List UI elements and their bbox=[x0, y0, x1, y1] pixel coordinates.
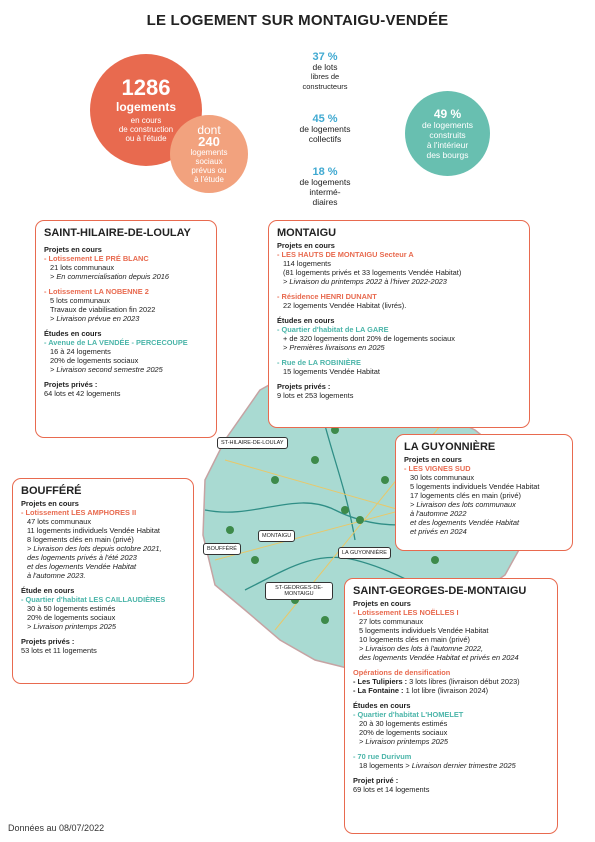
stat-line: intermé- bbox=[309, 187, 341, 197]
commune-title: MONTAIGU bbox=[277, 227, 337, 239]
map-label-guyonniere: LA GUYONNIÈRE bbox=[338, 547, 391, 559]
project-name: - LES VIGNES SUD bbox=[404, 464, 471, 473]
project-detail: 21 lots communaux bbox=[50, 263, 115, 272]
project-detail: 10 logements clés en main (privé) bbox=[359, 635, 470, 644]
stat-pct: 45 % bbox=[312, 113, 338, 125]
box-bouffere bbox=[12, 478, 194, 684]
stat-line: collectifs bbox=[308, 134, 342, 144]
project-name: - Lotissement LE PRÉ BLANC bbox=[44, 254, 149, 263]
social-number: 240 bbox=[198, 134, 220, 149]
map-label-st-hilaire: ST-HILAIRE-DE-LOULAY bbox=[217, 437, 288, 449]
study-name: - 70 rue Durivum bbox=[353, 752, 412, 761]
study-detail: 20% de logements sociaux bbox=[359, 728, 448, 737]
project-detail: 17 logements clés en main (privé) bbox=[410, 491, 521, 500]
project-detail: des logements Vendée Habitat et privés en 2024 bbox=[359, 653, 519, 662]
study-detail: 30 à 50 logements estimés bbox=[27, 604, 116, 613]
stat-free-lots bbox=[280, 52, 370, 92]
study-name: - Quartier d'habitat de LA GARE bbox=[277, 325, 389, 334]
stat-line: de logements bbox=[299, 177, 351, 187]
bourgs-desc-1: de logements bbox=[421, 119, 474, 130]
project-detail: 11 logements individuels Vendée Habitat bbox=[27, 526, 160, 535]
section-heading: Projets en cours bbox=[404, 455, 462, 464]
project-detail: 114 logements bbox=[283, 259, 331, 268]
project-detail: des logements privés à l'été 2023 bbox=[27, 553, 137, 562]
commune-title: SAINT-HILAIRE-DE-LOULAY bbox=[44, 227, 191, 239]
study-name: - Quartier d'habitat LES CAILLAUDIÈRES bbox=[21, 595, 166, 604]
stat-line: libres de bbox=[310, 72, 340, 81]
section-heading: Projets en cours bbox=[353, 599, 411, 608]
section-heading: Études en cours bbox=[277, 316, 335, 325]
bourgs-pct: 49 % bbox=[433, 106, 462, 121]
data-date-footnote: Données au 08/07/2022 bbox=[8, 823, 105, 833]
densification-name: - La Fontaine : bbox=[353, 686, 404, 695]
densification-detail: 3 lots libres (livraison début 2023) bbox=[407, 677, 520, 686]
study-detail: > Livraison printemps 2025 bbox=[27, 622, 116, 631]
project-detail: à l'automne 2023. bbox=[27, 571, 86, 580]
section-heading: Projets en cours bbox=[277, 241, 335, 250]
total-desc-3: ou à l'étude bbox=[125, 134, 167, 143]
commune-title: LA GUYONNIÈRE bbox=[404, 441, 496, 453]
project-detail: 47 lots communaux bbox=[27, 517, 92, 526]
private-projects-value: 69 lots et 14 logements bbox=[353, 785, 430, 794]
study-detail: + de 320 logements dont 20% de logements sociaux bbox=[283, 334, 455, 343]
study-detail: > Premières livraisons en 2025 bbox=[283, 343, 385, 352]
project-name: - Lotissement LES AMPHORES II bbox=[21, 508, 137, 517]
commune-title: SAINT-GEORGES-DE-MONTAIGU bbox=[353, 585, 527, 597]
private-projects-value: 64 lots et 42 logements bbox=[44, 389, 121, 398]
stat-line: constructeurs bbox=[302, 82, 348, 91]
study-detail: > Livraison second semestre 2025 bbox=[50, 365, 163, 374]
project-detail: et des logements Vendée Habitat bbox=[410, 518, 520, 527]
section-heading: Projet privé : bbox=[353, 776, 399, 785]
total-desc-2: de construction bbox=[118, 125, 174, 134]
section-heading: Projets privés : bbox=[277, 382, 331, 391]
bourgs-circle bbox=[405, 91, 490, 176]
project-detail: > Livraison des lots depuis octobre 2021, bbox=[27, 544, 162, 553]
project-name: - Lotissement LES NOËLLES I bbox=[353, 608, 459, 617]
study-name: - Rue de LA ROBINIÈRE bbox=[277, 358, 361, 367]
study-detail: 20% de logements sociaux bbox=[50, 356, 139, 365]
section-heading: Projets privés : bbox=[21, 637, 75, 646]
project-detail: > Livraison des lots communaux bbox=[410, 500, 516, 509]
stat-collective bbox=[280, 114, 370, 144]
section-heading: Projets en cours bbox=[21, 499, 79, 508]
study-detail: 15 logements Vendée Habitat bbox=[283, 367, 380, 376]
densification-name: - Les Tulipiers : bbox=[353, 677, 408, 686]
stat-pct: 37 % bbox=[312, 51, 338, 63]
project-detail: et privés en 2024 bbox=[410, 527, 467, 536]
project-name: - Lotissement LA NOBENNE 2 bbox=[44, 287, 149, 296]
bourgs-desc-3: à l'intérieur bbox=[426, 139, 469, 150]
study-name: - Avenue de LA VENDÉE - PERCECOUPE bbox=[44, 338, 188, 347]
project-detail: > En commercialisation depuis 2016 bbox=[50, 272, 169, 281]
section-heading: Étude en cours bbox=[21, 586, 75, 595]
project-detail: et des logements Vendée Habitat bbox=[27, 562, 137, 571]
project-detail: à l'automne 2022 bbox=[410, 509, 467, 518]
project-detail: 5 logements individuels Vendée Habitat bbox=[359, 626, 489, 635]
box-saint-georges bbox=[344, 578, 558, 834]
study-detail: 16 à 24 logements bbox=[50, 347, 111, 356]
study-detail: Livraison dernier trimestre 2025 bbox=[411, 761, 516, 770]
project-detail: (81 logements privés et 33 logements Vendée Habitat) bbox=[283, 268, 462, 277]
project-detail: 5 lots communaux bbox=[50, 296, 110, 305]
project-detail: 5 logements individuels Vendée Habitat bbox=[410, 482, 540, 491]
project-name: - LES HAUTS DE MONTAIGU Secteur A bbox=[277, 250, 414, 259]
total-number: 1286 bbox=[121, 75, 171, 100]
stat-pct: 18 % bbox=[312, 166, 338, 178]
densification-detail: 1 lot libre (livraison 2024) bbox=[403, 686, 489, 695]
map-label-montaigu: MONTAIGU bbox=[258, 530, 295, 542]
project-detail: > Livraison prévue en 2023 bbox=[50, 314, 140, 323]
social-desc-1: logements bbox=[190, 148, 228, 157]
box-montaigu bbox=[268, 220, 530, 428]
social-desc-3: prévus ou bbox=[191, 166, 227, 175]
project-detail: 8 logements clés en main (privé) bbox=[27, 535, 134, 544]
stat-line: de lots bbox=[312, 62, 338, 72]
page-title: LE LOGEMENT SUR MONTAIGU-VENDÉE bbox=[146, 12, 449, 29]
total-unit: logements bbox=[115, 100, 176, 114]
stat-intermediate bbox=[280, 167, 370, 207]
study-detail: > Livraison printemps 2025 bbox=[359, 737, 448, 746]
social-prefix: dont bbox=[197, 123, 221, 137]
project-name: - Résidence HENRI DUNANT bbox=[277, 292, 377, 301]
private-projects-value: 53 lots et 11 logements bbox=[21, 646, 97, 655]
social-desc-2: sociaux bbox=[195, 157, 223, 166]
map-label-bouffere: BOUFFÉRÉ bbox=[203, 543, 241, 555]
project-detail: 22 logements Vendée Habitat (livrés). bbox=[283, 301, 407, 310]
social-housing-circle bbox=[170, 115, 248, 193]
section-heading: Études en cours bbox=[353, 701, 411, 710]
bourgs-desc-4: des bourgs bbox=[426, 149, 469, 160]
bourgs-desc-2: construits bbox=[429, 129, 466, 140]
social-desc-4: à l'étude bbox=[194, 175, 224, 184]
project-detail: > Livraison du printemps 2022 à l'hiver 2022-2023 bbox=[283, 277, 447, 286]
total-desc-1: en cours bbox=[130, 116, 162, 125]
study-detail: 20 à 30 logements estimés bbox=[359, 719, 448, 728]
project-detail: 30 lots communaux bbox=[410, 473, 475, 482]
project-detail: Travaux de viabilisation fin 2022 bbox=[50, 305, 156, 314]
study-detail: 20% de logements sociaux bbox=[27, 613, 116, 622]
study-detail: 18 logements > bbox=[359, 761, 412, 770]
section-heading: Projets en cours bbox=[44, 245, 102, 254]
study-name: - Quartier d'habitat L'HOMELET bbox=[353, 710, 464, 719]
project-detail: > Livraison des lots à l'automne 2022, bbox=[359, 644, 484, 653]
private-projects-value: 9 lots et 253 logements bbox=[277, 391, 354, 400]
stat-line: diaires bbox=[312, 197, 338, 207]
box-saint-hilaire bbox=[35, 220, 217, 438]
project-detail: 27 lots communaux bbox=[359, 617, 424, 626]
section-heading: Projets privés : bbox=[44, 380, 98, 389]
commune-title: BOUFFÉRÉ bbox=[21, 485, 82, 497]
box-la-guyonniere bbox=[395, 434, 573, 551]
stat-line: de logements bbox=[299, 124, 351, 134]
map-label-st-georges: ST-GEORGES-DE-MONTAIGU bbox=[265, 582, 333, 600]
section-heading: Études en cours bbox=[44, 329, 102, 338]
section-heading: Opérations de densification bbox=[353, 668, 451, 677]
